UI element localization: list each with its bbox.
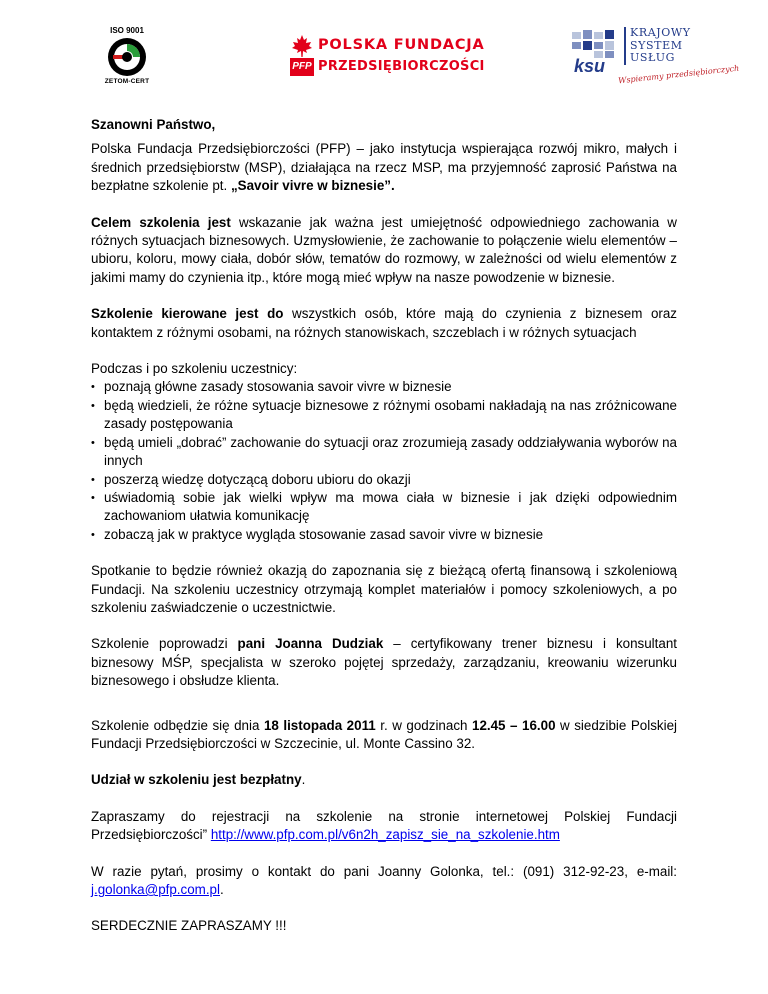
maple-leaf-icon (290, 34, 314, 58)
bullet-icon: • (91, 399, 95, 412)
list-item-text: będą wiedzieli, że różne sytuacje biznesowe z różnymi osobami nakładają na nas zróżnicowane zasady postępowania (104, 397, 677, 432)
pfp-name-line2: PRZEDSIĘBIORCZOŚCI (318, 59, 485, 74)
ksu-name (624, 27, 691, 65)
free-notice (91, 771, 677, 789)
pfp-name-line1: POLSKA FUNDACJA (318, 37, 485, 53)
list-item (91, 489, 677, 526)
free-notice-bold: Udział w szkoleniu jest bezpłatny (91, 772, 302, 788)
iso-label: ISO 9001 (110, 26, 144, 35)
training-title: „Savoir vivre w biznesie”. (230, 178, 395, 194)
schedule-pre: Szkolenie odbędzie się dnia (91, 717, 264, 733)
outcomes-intro: Podczas i po szkoleniu uczestnicy: (91, 361, 298, 377)
ksu-word: KRAJOWY (630, 26, 691, 39)
schedule-date: 18 listopada 2011 (263, 717, 376, 733)
list-item-text: poszerzą wiedzę dotyczącą doboru ubioru do okazji (104, 471, 411, 487)
trainer-post: – certyfikowany trener biznesu i konsultant biznesowy MŚP, specjalista w szeroko pojętej sprzedaży, zarządzaniu, kreowaniu wizerunku biznesowego i obsłudze klienta. (91, 636, 677, 689)
list-item (91, 378, 677, 396)
closing: SERDECZNIE ZAPRASZAMY !!! (91, 918, 287, 934)
intro-text: Polska Fundacja Przedsiębiorczości (PFP) – jako instytucja wspierająca rozwój mikro, małych i średnich przedsiębiorstw (MSP), działająca na rzecz MSP, ma przyjemność zaprosić Państwa na bezpłatne szkolenie pt. (91, 141, 677, 194)
ksu-grid-icon (572, 30, 614, 58)
list-item (91, 526, 677, 544)
outcomes-list (91, 378, 677, 544)
ksu-abbreviation: ksu (574, 56, 606, 76)
free-notice-end: . (301, 772, 306, 788)
audience-lead: Szkolenie kierowane jest do (91, 306, 284, 322)
iso-cert-icon (105, 36, 149, 78)
ksu-tagline: Wspieramy przedsiębiorczych (617, 63, 740, 86)
registration-text: Zapraszamy do rejestracji na szkolenie na stronie internetowej Polskiej Fundacji Przedsiębiorczości” (91, 808, 677, 843)
schedule-paragraph (91, 717, 677, 754)
pfp-badge: PFP (290, 58, 314, 76)
bullet-icon: • (91, 528, 95, 541)
schedule-post: w siedzibie Polskiej Fundacji Przedsiębiorczości w Szczecinie, ul. Monte Cassino 32. (91, 717, 678, 751)
bullet-icon: • (91, 436, 95, 449)
iso-certificate-logo (92, 26, 162, 92)
list-item (91, 434, 677, 471)
list-item-text: będą umieli „dobrać” zachowanie do sytuacji oraz zrozumieją zasady oddziaływania wyborów na innych (104, 434, 677, 469)
registration-link[interactable]: http://www.pfp.com.pl/v6n2h_zapisz_sie_na_szkolenie.htm (210, 827, 560, 843)
ksu-word: USŁUG (630, 51, 676, 64)
contact-email-link[interactable]: j.golonka@pfp.com.pl (91, 882, 220, 897)
audience-paragraph (91, 305, 677, 342)
list-item-text: uświadomią sobie jak wielki wpływ ma mowa ciała w biznesie i jak dzięki odpowiednim zachowaniom ułatwia komunikację (104, 489, 677, 524)
list-item-text: poznają główne zasady stosowania savoir vivre w biznesie (104, 379, 452, 395)
trainer-name: pani Joanna Dudziak (237, 636, 384, 652)
schedule-mid: r. w godzinach (375, 717, 472, 733)
intro-paragraph (91, 140, 677, 195)
iso-footer-label: ZETOM-CERT (104, 78, 150, 85)
list-item (91, 471, 677, 489)
meeting-paragraph: Spotkanie to będzie również okazją do zapoznania się z bieżącą ofertą finansową i szkoleniową Fundacji. Na szkoleniu uczestnicy otrzymają komplet materiałów i pomocy szkoleniowych, a po szkoleniu zaświadczenie o uczestnictwie. (91, 563, 677, 615)
list-item (91, 397, 677, 434)
contact-paragraph (91, 863, 677, 900)
bullet-icon: • (91, 491, 95, 504)
bullet-icon: • (91, 473, 95, 486)
letterhead (0, 0, 768, 100)
ksu-word: SYSTEM (630, 38, 683, 52)
audience-text: wszystkich osób, które mają do czynienia z biznesem oraz kontaktem z różnymi osobami, na różnych stanowiskach, szczeblach i w różnych sytuacjach (91, 306, 678, 340)
greeting: Szanowni Państwo, (91, 117, 216, 132)
goal-text: wskazanie jak ważna jest umiejętność odpowiedniego zachowania w różnych sytuacjach biznesowych. Uzmysłowienie, że zachowanie to połączenie wielu elementów – ubioru, koloru, mowy ciała, dobór słów, tematów do rozmowy, w zależności od wielu elementów z jakimi mamy do czynienia itp., które mogą mieć wpływ na nasze powodzenie w biznesie. (91, 214, 677, 285)
contact-end: . (219, 882, 224, 897)
trainer-pre: Szkolenie poprowadzi (91, 636, 238, 652)
letter-body (91, 116, 677, 936)
goal-lead: Celem szkolenia jest (91, 214, 231, 230)
registration-paragraph (91, 808, 677, 845)
trainer-paragraph (91, 635, 677, 690)
list-item-text: zobaczą jak w praktyce wygląda stosowanie zasad savoir vivre w biznesie (104, 526, 544, 542)
bullet-icon: • (91, 381, 95, 394)
schedule-hours: 12.45 – 16.00 (472, 717, 556, 733)
goal-paragraph (91, 214, 677, 288)
ksu-logo (572, 26, 740, 86)
contact-text: W razie pytań, prosimy o kontakt do pani Joanny Golonka, tel.: (091) 312-92-23, e-mail: (91, 863, 677, 879)
pfp-logo (290, 34, 490, 78)
